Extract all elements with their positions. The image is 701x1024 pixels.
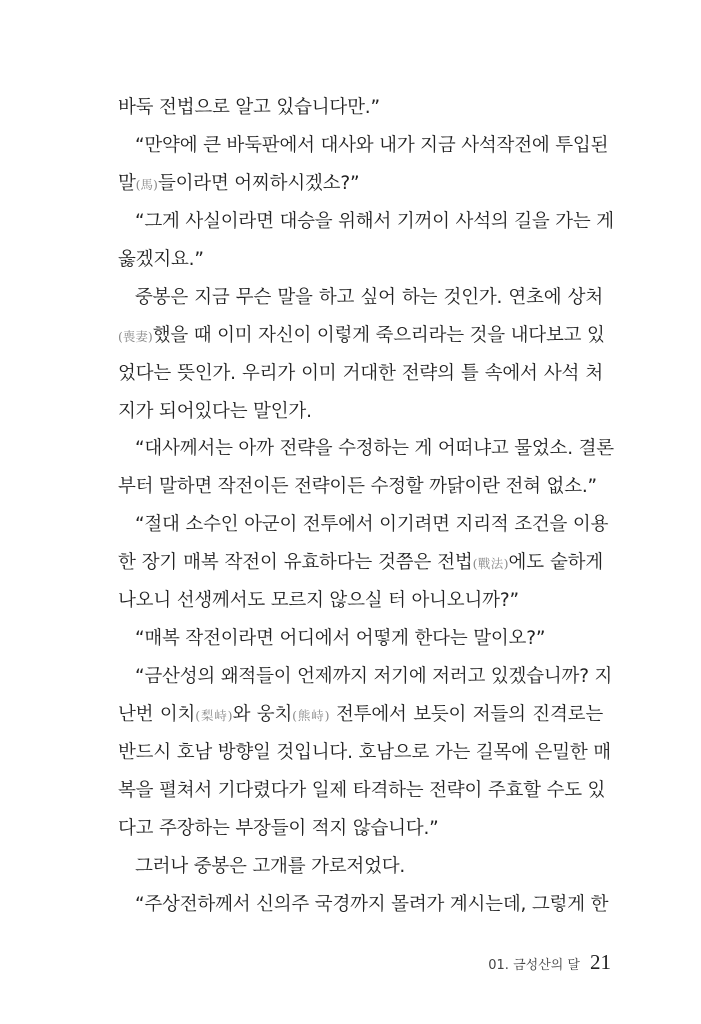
text-run: 한 장기 매복 작전이 유효하다는 것쯤은 전법	[118, 552, 473, 574]
text-line	[118, 506, 609, 544]
text-run: “그게 사실이라면 대승을 위해서 기꺼이 사석의 길을 가는 게	[135, 210, 614, 232]
body-text	[118, 89, 614, 924]
text-line	[118, 468, 603, 506]
text-run: 난번 이치	[118, 704, 196, 725]
text-run: “주상전하께서 신의주 국경까지 몰려가 계시는데, 그렇게 한	[135, 893, 609, 915]
text-run: 와 웅치	[232, 704, 293, 725]
text-line	[118, 317, 603, 355]
text-run: 옳겠지요.”	[118, 248, 204, 270]
text-line	[118, 393, 603, 431]
hanja-annotation: (熊峙)	[292, 708, 330, 723]
text-run: 중봉은 지금 무슨 말을 하고 싶어 하는 것인가. 연초에 상처	[135, 286, 603, 308]
page-number: 21	[590, 950, 611, 974]
text-run: 지가 되어있다는 말인가.	[118, 400, 312, 422]
text-run: 반드시 호남 방향일 것입니다. 호남으로 가는 길목에 은밀한 매	[118, 741, 611, 763]
text-line	[118, 582, 603, 620]
text-run: “금산성의 왜적들이 언제까지 저기에 저러고 있겠습니까? 지	[135, 666, 613, 688]
text-run: 전투에서 보듯이 저들의 진격로는	[329, 704, 603, 725]
text-run: “절대 소수인 아군이 전투에서 이기려면 지리적 조건을 이용	[135, 514, 609, 536]
text-run: 다고 주장하는 부장들이 적지 않습니다.”	[118, 817, 439, 839]
text-run: 부터 말하면 작전이든 전략이든 수정할 까닭이란 전혀 없소.”	[118, 476, 597, 498]
text-line	[118, 886, 609, 924]
text-run: 말	[118, 172, 136, 194]
text-run: 했을 때 이미 자신이 이렇게 죽으리라는 것을 내다보고 있	[152, 324, 605, 346]
text-line	[118, 279, 603, 317]
text-run: 었다는 뜻인가. 우리가 이미 거대한 전략의 틀 속에서 사석 처	[118, 362, 603, 384]
text-line	[118, 165, 603, 203]
text-line	[118, 355, 603, 393]
hanja-annotation: (戰法)	[472, 556, 509, 572]
text-line	[118, 241, 603, 279]
text-run: 들이라면 어찌하시겠소?”	[157, 172, 360, 194]
text-line	[118, 203, 614, 241]
chapter-title: 01. 금성산의 달	[488, 958, 580, 973]
page-footer	[488, 950, 611, 975]
text-line	[118, 696, 603, 734]
text-line	[118, 734, 611, 772]
text-line	[118, 772, 606, 810]
text-line	[118, 848, 603, 886]
text-run: “대사께서는 아까 전략을 수정하는 게 어떠냐고 물었소. 결론	[135, 438, 614, 460]
hanja-annotation: (梨峙)	[195, 708, 233, 723]
text-run: 그러나 중봉은 고개를 가로저었다.	[135, 855, 406, 877]
text-line	[118, 127, 609, 165]
text-run: 복을 펼쳐서 기다렸다가 일제 타격하는 전략이 주효할 수도 있	[118, 779, 606, 801]
text-line	[118, 544, 603, 582]
text-line	[118, 620, 603, 658]
hanja-annotation: (馬)	[135, 176, 158, 192]
text-run: 바둑 전법으로 알고 있습니다만.”	[118, 97, 380, 118]
text-line	[118, 89, 603, 127]
text-run: 나오니 선생께서도 모르지 않으실 터 아니오니까?”	[118, 590, 519, 612]
hanja-annotation: (喪妻)	[118, 328, 153, 344]
text-line	[118, 430, 614, 468]
text-run: “매복 작전이라면 어디에서 어떻게 한다는 말이오?”	[135, 628, 546, 650]
text-line	[118, 658, 613, 696]
text-line	[118, 810, 603, 848]
text-run: “만약에 큰 바둑판에서 대사와 내가 지금 사석작전에 투입된	[135, 134, 609, 156]
text-run: 에도 숱하게	[508, 552, 603, 574]
